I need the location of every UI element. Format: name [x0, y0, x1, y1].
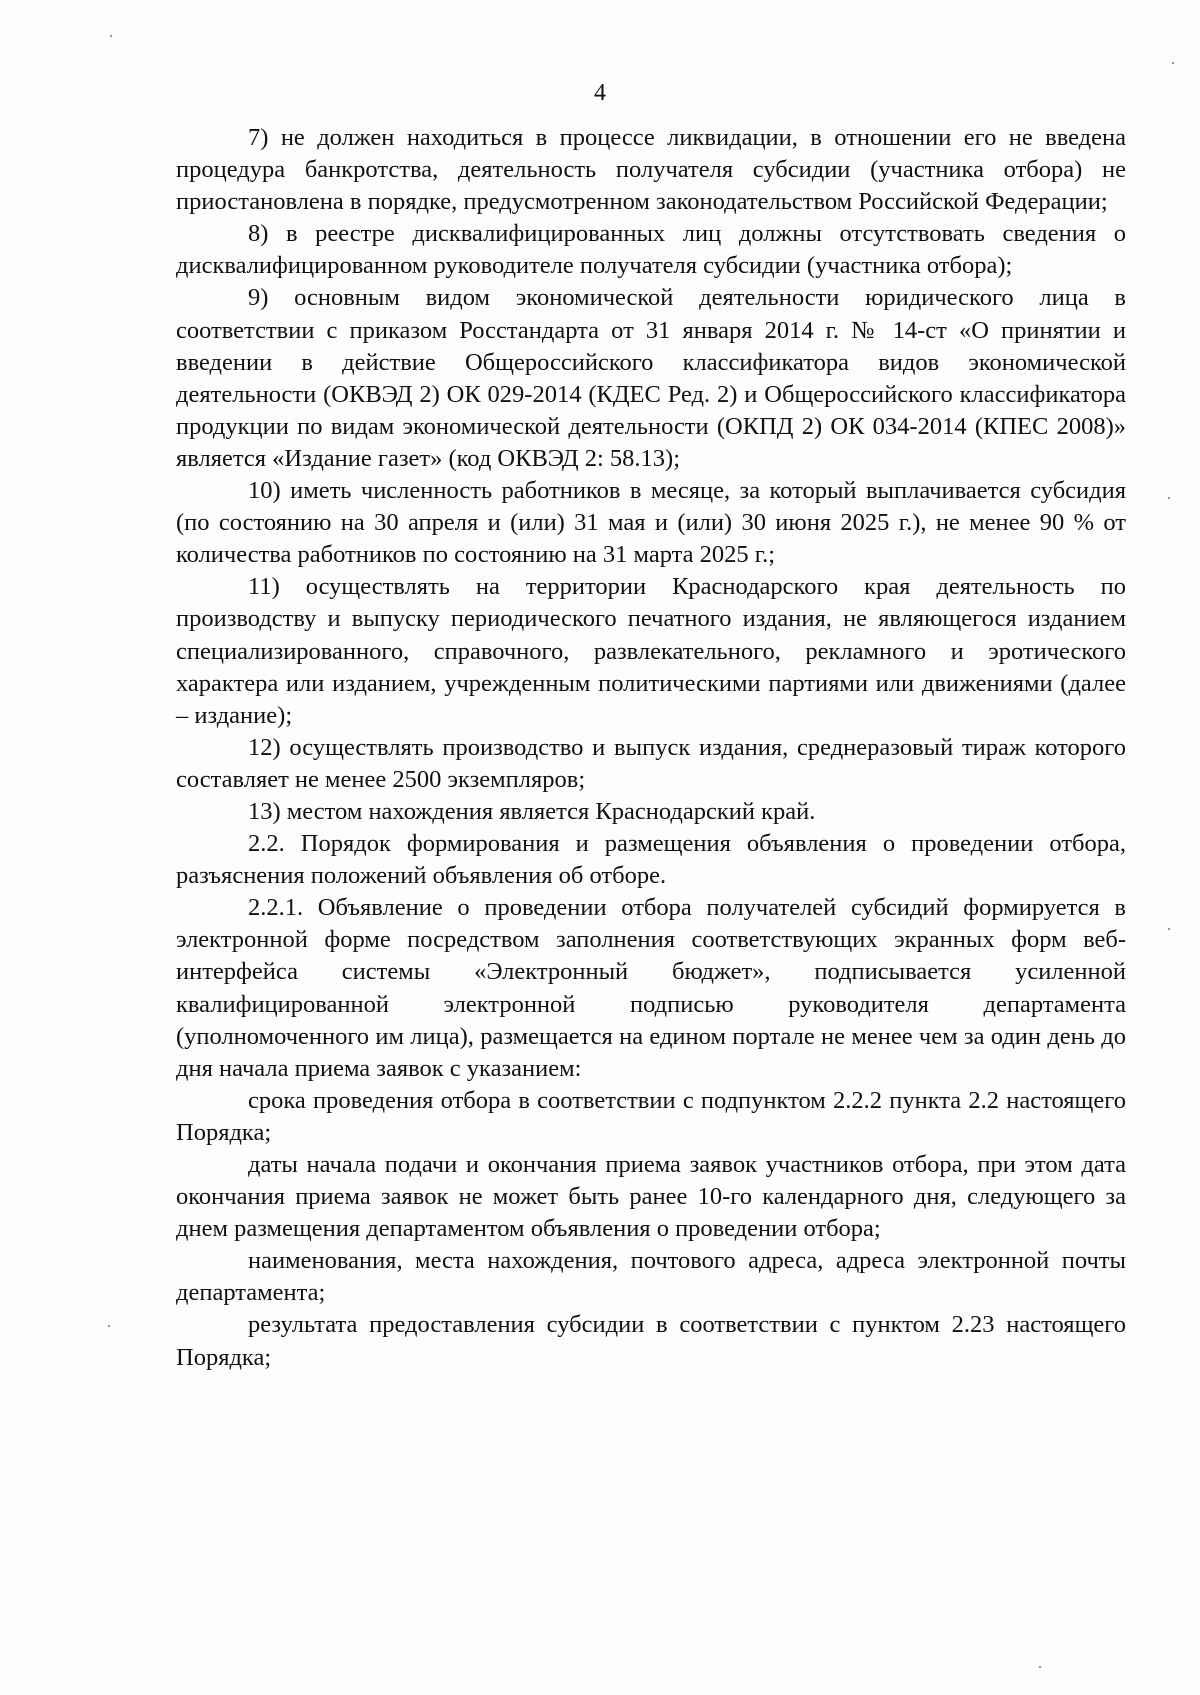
scan-speck	[1172, 62, 1174, 64]
paragraph-section-2-2-1: 2.2.1. Объявление о проведении отбора получателей субсидий формируется в электронной форме посредством заполнения соответствующих экранных форм веб-интерфейса системы «Электронный бюджет», подписывается усиленной квалифицированной электронной подписью руководителя департамента (уполномоченного им лица), размещается на едином портале не менее чем за один день до дня начала приема заявок с указанием:	[176, 894, 1126, 1082]
paragraph-item-12: 12) осуществлять производство и выпуск издания, среднеразовый тираж которого составляет не менее 2500 экземпляров;	[176, 733, 1126, 793]
scan-speck	[1168, 497, 1170, 499]
paragraph-item-8: 8) в реестре дисквалифицированных лиц должны отсутствовать сведения о дисквалифицированном руководителе получателя субсидии (участника отбора);	[176, 220, 1126, 280]
scan-speck	[1039, 1666, 1041, 1668]
paragraph-list-dates: даты начала подачи и окончания приема заявок участников отбора, при этом дата окончания приема заявок не может быть ранее 10-го календарного дня, следующего за днем размещения департаментом объявления о проведении отбора;	[176, 1151, 1126, 1243]
scan-speck	[110, 35, 112, 37]
paragraph-list-term: срока проведения отбора в соответствии с подпунктом 2.2.2 пункта 2.2 настоящего Порядка;	[176, 1086, 1126, 1146]
scan-speck	[108, 1325, 110, 1327]
paragraph-item-13: 13) местом нахождения является Краснодарский край.	[248, 797, 816, 825]
paragraph-item-9: 9) основным видом экономической деятельности юридического лица в соответствии с приказом Росстандарта от 31 января 2014 г. № 14-ст «О принятии и введении в действие Общероссийского классификатора видов экономической деятельности (ОКВЭД 2) ОК 029-2014 (КДЕС Ред. 2) и Общероссийского классификатора продукции по видам экономической деятельности (ОКПД 2) ОК 034-2014 (КПЕС 2008)» является «Издание газет» (код ОКВЭД 2: 58.13);	[176, 284, 1126, 472]
scan-speck	[1168, 928, 1170, 930]
paragraph-section-2-2: 2.2. Порядок формирования и размещения объявления о проведении отбора, разъяснения положений объявления об отборе.	[176, 830, 1126, 890]
paragraph-list-result: результата предоставления субсидии в соответствии с пунктом 2.23 настоящего Порядка;	[176, 1311, 1126, 1371]
paragraph-list-contacts: наименования, места нахождения, почтового адреса, адреса электронной почты департамента;	[176, 1247, 1126, 1307]
paragraph-item-11: 11) осуществлять на территории Краснодарского края деятельность по производству и выпуску периодического печатного издания, не являющегося изданием специализированного, справочного, развлекательного, рекламного и эротического характера или изданием, учрежденным политическими партиями или движениями (далее – издание);	[176, 573, 1126, 729]
page-number: 4	[594, 80, 606, 106]
paragraph-item-10: 10) иметь численность работников в месяце, за который выплачивается субсидия (по состоянию на 30 апреля и (или) 31 мая и (или) 30 июня 2025 г.), не менее 90 % от количества работников по состоянию на 31 марта 2025 г.;	[176, 477, 1126, 569]
paragraph-item-7: 7) не должен находиться в процессе ликвидации, в отношении его не введена процедура банкротства, деятельность получателя субсидии (участника отбора) не приостановлена в порядке, предусмотренном законодательством Российской Федерации;	[176, 124, 1126, 216]
document-body	[176, 122, 1126, 1374]
